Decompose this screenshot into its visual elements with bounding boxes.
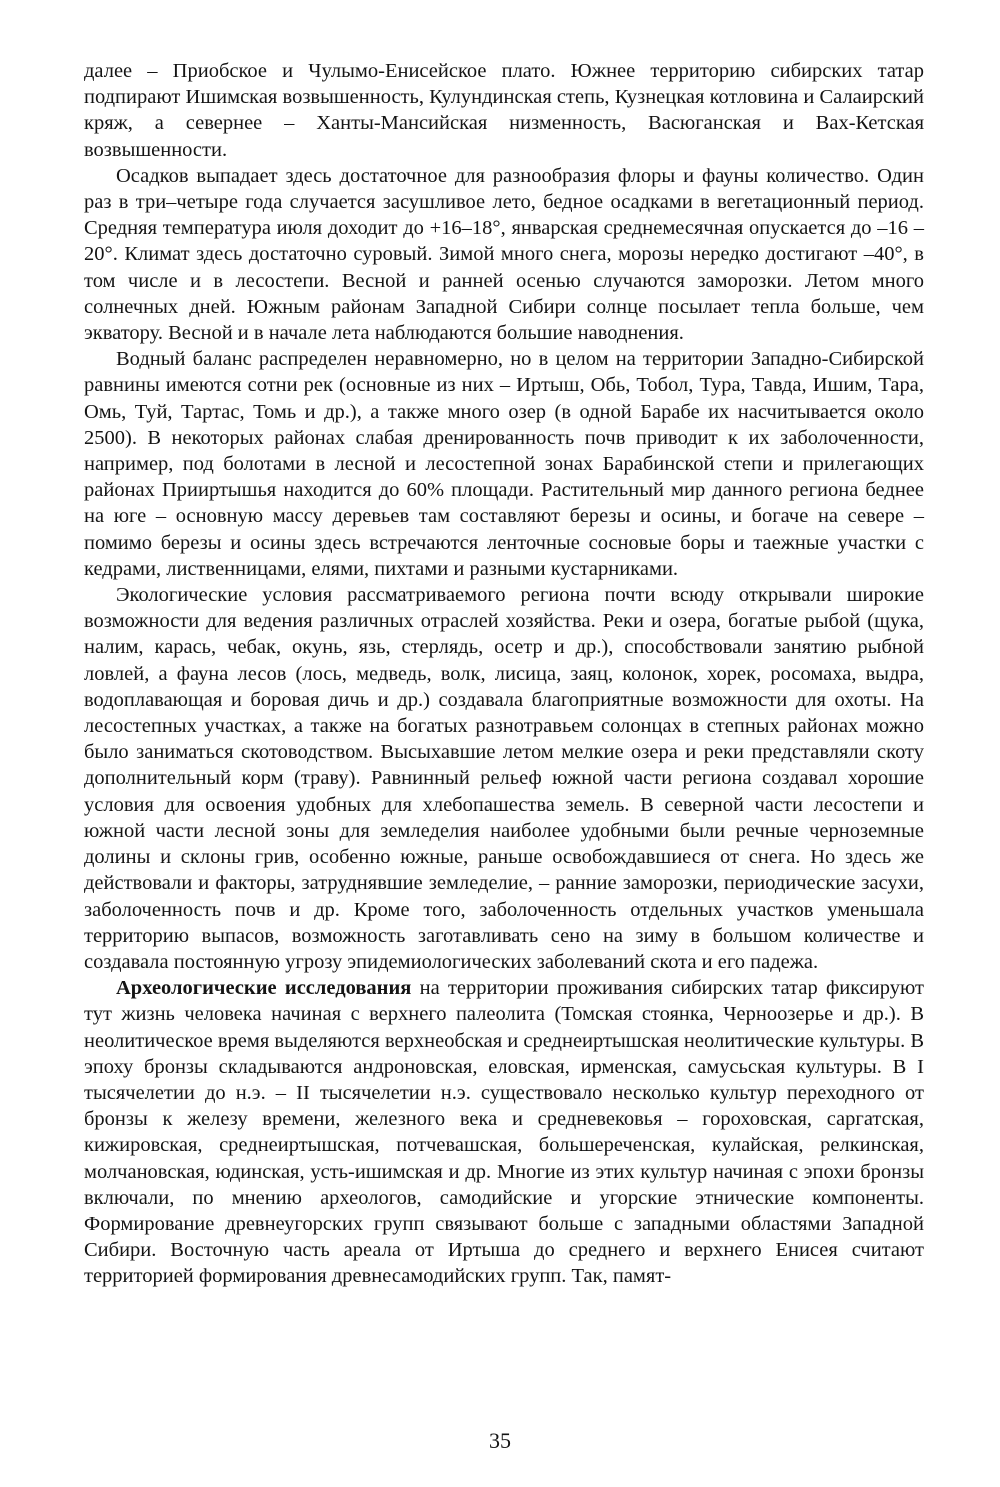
paragraph-archaeology: [84, 975, 924, 1289]
paragraph-text: на территории проживания сибирских татар фиксируют тут жизнь человека начиная с верхнего палеолита (Томская стоянка, Черноозерье и др.). В неолитическое время выделяются верхнеобская и среднеиртышская неолитические культуры. В эпоху бронзы складываются андроновская, еловская, ирменская, самусьская культуры. В I тысячелетии до н.э. – II тысячелетии н.э. существовало несколько культур переходного от бронзы к железу времени, железного века и средневековья – гороховская, саргатская, кижировская, среднеиртышская, потчевашская, большереченская, кулайская, релкинская, молчановская, юдинская, усть-ишимская и др. Многие из этих культур начиная с эпохи бронзы включали, по мнению археологов, самодийские и угорские этнические компоненты. Формирование древнеугорских групп связывают больше с западными областями Западной Сибири. Восточную часть ареала от Иртыша до среднего и верхнего Енисея считают территорией формирования древнесамодийских групп. Так, памят-: [84, 977, 924, 1288]
paragraph-lead-term: Археологические исследования: [116, 977, 412, 1000]
paragraph-relief: [84, 58, 924, 163]
paragraph-text: Водный баланс распределен неравномерно, но в целом на территории Западно-Сибирской равнины имеются сотни рек (основные из них – Иртыш, Обь, Тобол, Тура, Тавда, Ишим, Тара, Омь, Туй, Тартас, Томь и др.), а также много озер (в одной Барабе их насчитывается около 2500). В некоторых районах слабая дренированность почв приводит к их заболоченности, например, под болотами в лесной и лесостепной зонах Барабинской степи и прилегающих районах Прииртышья находится до 60% площади. Растительный мир данного региона беднее на юге – основную массу деревьев там составляют березы и осины, и богаче на севере – помимо березы и осины здесь встречаются ленточные сосновые боры и таежные участки с кедрами, лиственницами, елями, пихтами и разными кустарниками.: [84, 348, 924, 580]
page-body: [84, 58, 924, 1290]
page-number: 35: [489, 1428, 511, 1453]
paragraph-ecology: [84, 582, 924, 975]
paragraph-text: Осадков выпадает здесь достаточное для разнообразия флоры и фауны количество. Один раз в три–четыре года случается засушливое лето, бедное осадками в вегетационный период. Средняя температура июля доходит до +16–18°, январская среднемесячная опускается до –16 –20°. Климат здесь достаточно суровый. Зимой много снега, морозы нередко достигают –40°, в том числе и в лесостепи. Весной и ранней осенью случаются заморозки. Летом много солнечных дней. Южным районам Западной Сибири солнце посылает тепла больше, чем экватору. Весной и в начале лета наблюдаются большие наводнения.: [84, 164, 924, 345]
paragraph-text: Экологические условия рассматриваемого региона почти всюду открывали широкие возможности для ведения различных отраслей хозяйства. Реки и озера, богатые рыбой (щука, налим, карась, чебак, окунь, язь, стерлядь, осетр и др.), способствовали занятию рыбной ловлей, а фауна лесов (лось, медведь, волк, лисица, заяц, колонок, хорек, росомаха, выдра, водоплавающая и боровая дичь и др.) создавала благоприятные возможности для охоты. На лесостепных участках, а также на богатых разнотравьем солонцах в степных районах можно было заниматься скотоводством. Высыхавшие летом мелкие озера и реки представляли скоту дополнительный корм (траву). Равнинный рельеф южной части региона создавал хорошие условия для освоения удобных для хлебопашества земель. В северной части лесостепи и южной части лесной зоны для земледелия наиболее удобными были речные черноземные долины и склоны грив, особенно южные, раньше освобождавшиеся от снега. Но здесь же действовали и факторы, затруднявшие земледелие, – ранние заморозки, периодические засухи, заболоченность почв и др. Кроме того, заболоченность отдельных участков уменьшала территорию выпасов, возможность заготавливать сено на зиму в большом количестве и создавала постоянную угрозу эпидемиологических заболеваний скота и его падежа.: [84, 584, 924, 973]
paragraph-climate: [84, 163, 924, 346]
paragraph-water: [84, 346, 924, 582]
paragraph-text: далее – Приобское и Чулымо-Енисейское плато. Южнее территорию сибирских татар подпирают Ишимская возвышенность, Кулундинская степь, Кузнецкая котловина и Салаирский кряж, а севернее – Ханты-Мансийская низменность, Васюганская и Вах-Кетская возвышенности.: [84, 60, 924, 161]
